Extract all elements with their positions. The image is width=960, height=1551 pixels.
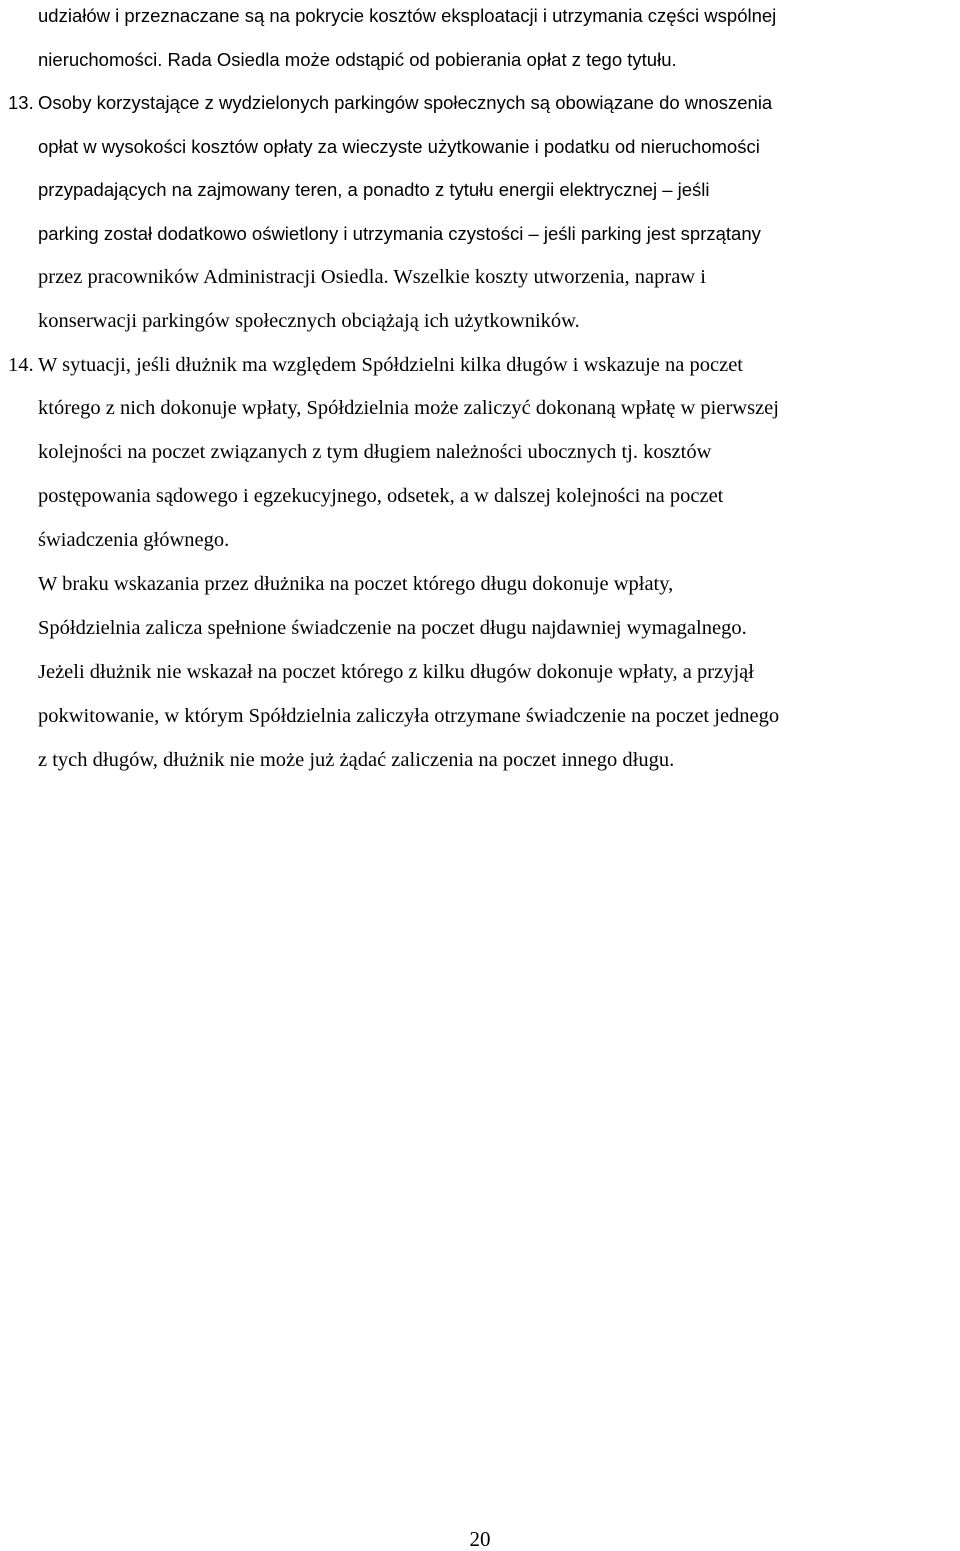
- paragraph-13-number: 13.: [8, 92, 34, 113]
- paragraph-14-line-8: Jeżeli dłużnik nie wskazał na poczet którego z kilku długów dokonuje wpłaty, a przyjął: [38, 661, 754, 683]
- paragraph-14-line-7: Spółdzielnia zalicza spełnione świadczenie na poczet długu najdawniej wymagalnego.: [38, 617, 747, 639]
- paragraph-14-line-4: postępowania sądowego i egzekucyjnego, odsetek, a w dalszej kolejności na poczet: [38, 485, 724, 507]
- paragraph-14-line-9: pokwitowanie, w którym Spółdzielnia zaliczyła otrzymane świadczenie na poczet jednego: [38, 705, 780, 727]
- paragraph-14-line-1: W sytuacji, jeśli dłużnik ma względem Spółdzielni kilka długów i wskazuje na poczet: [38, 354, 743, 376]
- paragraph-13-line-6: konserwacji parkingów społecznych obciążają ich użytkowników.: [38, 310, 580, 332]
- paragraph-13-line-3: przypadających na zajmowany teren, a ponadto z tytułu energii elektrycznej – jeśli: [38, 179, 710, 200]
- paragraph-14-line-6: W braku wskazania przez dłużnika na poczet którego długu dokonuje wpłaty,: [38, 573, 674, 595]
- page-number: 20: [469, 1527, 491, 1551]
- paragraph-14-line-3: kolejności na poczet związanych z tym długiem należności ubocznych tj. kosztów: [38, 441, 712, 463]
- paragraph-13-line-5: przez pracowników Administracji Osiedla. Wszelkie koszty utworzenia, napraw i: [38, 266, 706, 288]
- paragraph-12-line-2: nieruchomości. Rada Osiedla może odstąpić od pobierania opłat z tego tytułu.: [38, 49, 677, 70]
- paragraph-14-line-10: z tych długów, dłużnik nie może już żądać zaliczenia na poczet innego długu.: [38, 749, 675, 771]
- paragraph-13-line-1: Osoby korzystające z wydzielonych parkingów społecznych są obowiązane do wnoszenia: [38, 92, 773, 113]
- paragraph-14-number: 14.: [8, 354, 34, 376]
- paragraph-14-line-2: którego z nich dokonuje wpłaty, Spółdzielnia może zaliczyć dokonaną wpłatę w pierwszej: [38, 397, 779, 419]
- paragraph-13-line-2: opłat w wysokości kosztów opłaty za wieczyste użytkowanie i podatku od nieruchomości: [38, 136, 760, 157]
- paragraph-12-line-1: udziałów i przeznaczane są na pokrycie kosztów eksploatacji i utrzymania części wspólnej: [38, 5, 777, 26]
- paragraph-13-line-4: parking został dodatkowo oświetlony i utrzymania czystości – jeśli parking jest sprzątany: [38, 223, 761, 244]
- paragraph-14-line-5: świadczenia głównego.: [38, 529, 230, 551]
